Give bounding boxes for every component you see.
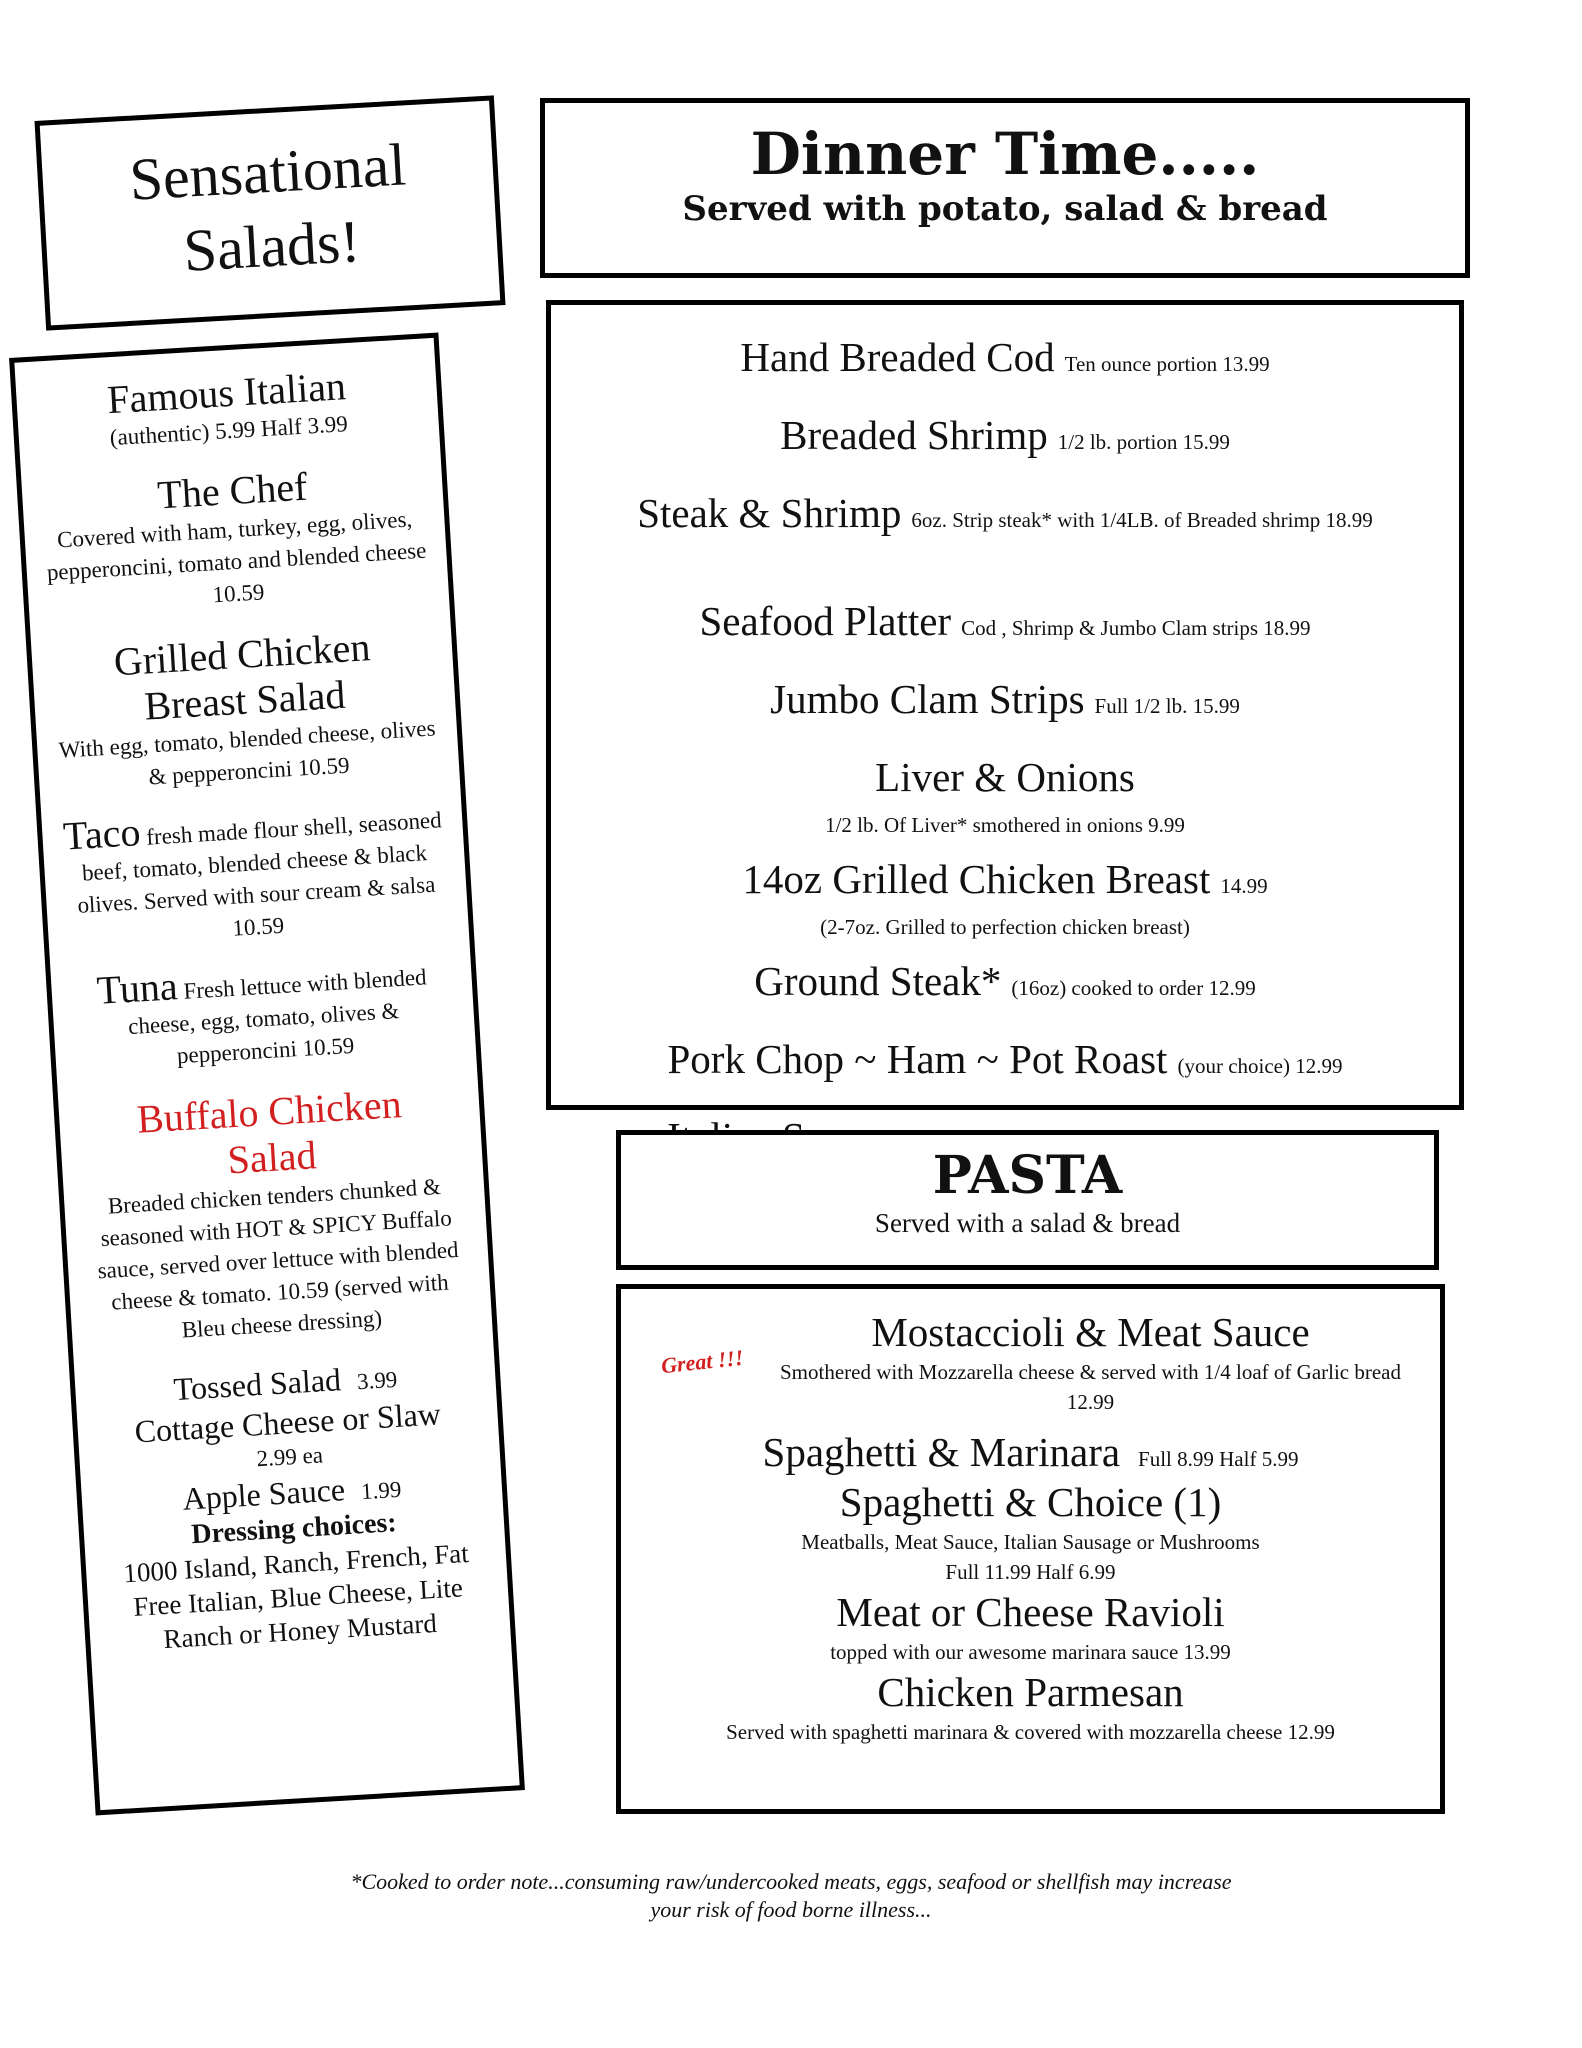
salad-desc: Fresh lettuce with blended cheese, egg, tomato, olives & pepperoncini 10.59 — [127, 964, 428, 1069]
salad-name: Salad — [226, 1132, 318, 1183]
salad-desc: With egg, tomato, blended cheese, olives & pepperoncini 10.59 — [58, 715, 437, 790]
pasta-menu-box — [616, 1284, 1445, 1814]
pasta-subtitle: Served with a salad & bread — [874, 1208, 1181, 1238]
dinner-menu-box — [546, 300, 1464, 1110]
salad-name: Famous Italian — [105, 363, 348, 423]
dinner-item — [551, 743, 1459, 821]
dinner-desc: 1/2 lb. portion 15.99 — [1057, 430, 1230, 454]
salad-item-famous-italian — [16, 358, 440, 459]
dinner-name: 14oz Grilled Chicken Breast — [742, 856, 1211, 902]
salad-name: Buffalo Chicken — [135, 1081, 403, 1142]
pasta-price: Full 11.99 Half 6.99 — [945, 1560, 1116, 1584]
dinner-desc: Full 1/2 lb. 15.99 — [1094, 694, 1240, 718]
footer-line: your risk of food borne illness... — [650, 1897, 932, 1922]
dinner-desc: Cod , Shrimp & Jumbo Clam strips 18.99 — [961, 616, 1311, 640]
dressing-heading: Dressing choices: — [190, 1507, 398, 1551]
salad-desc: Breaded chicken tenders chunked & seasoned with HOT & SPICY Buffalo sauce, served over lettuce with blended cheese & tomato. 10.59 (served with Bleu cheese dressing) — [96, 1173, 460, 1343]
salad-name: Breast Salad — [143, 671, 347, 729]
dinner-item — [551, 323, 1459, 401]
dinner-item — [551, 845, 1459, 923]
salad-item-buffalo — [58, 1077, 492, 1353]
dinner-desc: 6oz. Strip steak* with 1/4LB. of Breaded shrimp 18.99 — [911, 508, 1373, 532]
salad-name: Grilled Chicken — [112, 624, 372, 685]
pasta-name: Spaghetti & Marinara — [762, 1429, 1121, 1475]
salads-title — [40, 101, 499, 296]
side-name: Apple Sauce — [181, 1471, 346, 1517]
dinner-item — [551, 587, 1459, 665]
dressing-list: 1000 Island, Ranch, French, Fat Free Italian, Blue Cheese, Lite Ranch or Honey Mustard — [122, 1537, 470, 1655]
dinner-header-box — [540, 98, 1470, 278]
dinner-name: Ground Steak* — [754, 958, 1002, 1004]
dinner-name: Jumbo Clam Strips — [770, 676, 1085, 722]
dinner-name: Breaded Shrimp — [780, 412, 1048, 458]
pasta-title: PASTA — [932, 1145, 1123, 1206]
pasta-desc: Served with spaghetti marinara & covered with mozzarella cheese 12.99 — [726, 1720, 1335, 1744]
pasta-desc: topped with our awesome marinara sauce 13.99 — [830, 1640, 1231, 1664]
salad-name: Taco — [61, 809, 142, 859]
great-note: Great !!! — [659, 1344, 745, 1379]
dinner-desc: 14.99 — [1220, 874, 1268, 898]
dinner-item — [551, 479, 1459, 557]
salad-sides — [75, 1350, 511, 1660]
dinner-item — [551, 401, 1459, 479]
dinner-item — [551, 947, 1459, 1025]
side-name: Tossed Salad — [172, 1361, 342, 1408]
dinner-desc: Ten ounce portion 13.99 — [1064, 352, 1270, 376]
dinner-item — [551, 665, 1459, 743]
pasta-desc: Meatballs, Meat Sauce, Italian Sausage or Mushrooms — [801, 1530, 1260, 1554]
salads-title-line1: Sensational — [127, 131, 408, 213]
pasta-header-box — [616, 1130, 1439, 1270]
salad-item-tuna — [51, 953, 476, 1080]
dinner-name: Seafood Platter — [699, 598, 952, 644]
salad-name: The Chef — [156, 463, 309, 518]
side-price: 2.99 ea — [255, 1442, 324, 1472]
pasta-name: Spaghetti & Choice (1) — [839, 1479, 1222, 1525]
dinner-name: Hand Breaded Cod — [740, 334, 1055, 380]
salad-desc: Covered with ham, turkey, egg, olives, pepperoncini, tomato and blended cheese 10.59 — [46, 506, 427, 608]
salad-price: (authentic) 5.99 Half 3.99 — [109, 411, 349, 451]
dinner-desc: (your choice) 12.99 — [1177, 1054, 1343, 1078]
dinner-name: Steak & Shrimp — [637, 490, 902, 536]
footer-note — [0, 1868, 1582, 1924]
pasta-name: Mostaccioli & Meat Sauce — [871, 1309, 1310, 1355]
salad-desc: fresh made flour shell, seasoned beef, tomato, blended cheese & black olives. Served with sour cream & salsa 10.59 — [76, 807, 443, 941]
salad-item-the-chef — [21, 456, 449, 623]
dinner-sub: 1/2 lb. Of Liver* smothered in onions 9.99 — [825, 813, 1185, 837]
pasta-item — [621, 1427, 1440, 1477]
pasta-item — [621, 1477, 1440, 1587]
dinner-title: Dinner Time..... — [750, 120, 1260, 188]
dinner-name: Pork Chop ~ Ham ~ Pot Roast — [667, 1036, 1168, 1082]
salads-menu-box — [9, 333, 525, 1816]
dinner-sub: (2-7oz. Grilled to perfection chicken breast) — [820, 915, 1190, 939]
footer-line: *Cooked to order note...consuming raw/undercooked meats, eggs, seafood or shellfish may increase — [350, 1869, 1232, 1894]
salads-header-box — [34, 95, 505, 330]
salads-title-line2: Salads! — [181, 208, 362, 284]
dinner-item — [551, 1025, 1459, 1103]
dinner-subtitle: Served with potato, salad & bread — [682, 189, 1328, 229]
side-price: 3.99 — [356, 1366, 398, 1395]
pasta-name: Meat or Cheese Ravioli — [836, 1589, 1225, 1635]
pasta-desc: Smothered with Mozzarella cheese & served with 1/4 loaf of Garlic bread 12.99 — [779, 1360, 1402, 1414]
pasta-name: Chicken Parmesan — [877, 1669, 1184, 1715]
pasta-item — [621, 1667, 1440, 1747]
dinner-desc: (16oz) cooked to order 12.99 — [1011, 976, 1256, 1000]
salad-name: Tuna — [95, 963, 179, 1013]
salad-item-grilled-chicken — [31, 619, 460, 800]
pasta-price: Full 8.99 Half 5.99 — [1138, 1447, 1299, 1471]
salad-item-taco — [42, 797, 469, 956]
pasta-item — [621, 1587, 1440, 1667]
dinner-name: Liver & Onions — [875, 754, 1135, 800]
side-cottage: Cottage Cheese or Slaw — [133, 1395, 442, 1450]
side-price: 1.99 — [360, 1476, 403, 1505]
